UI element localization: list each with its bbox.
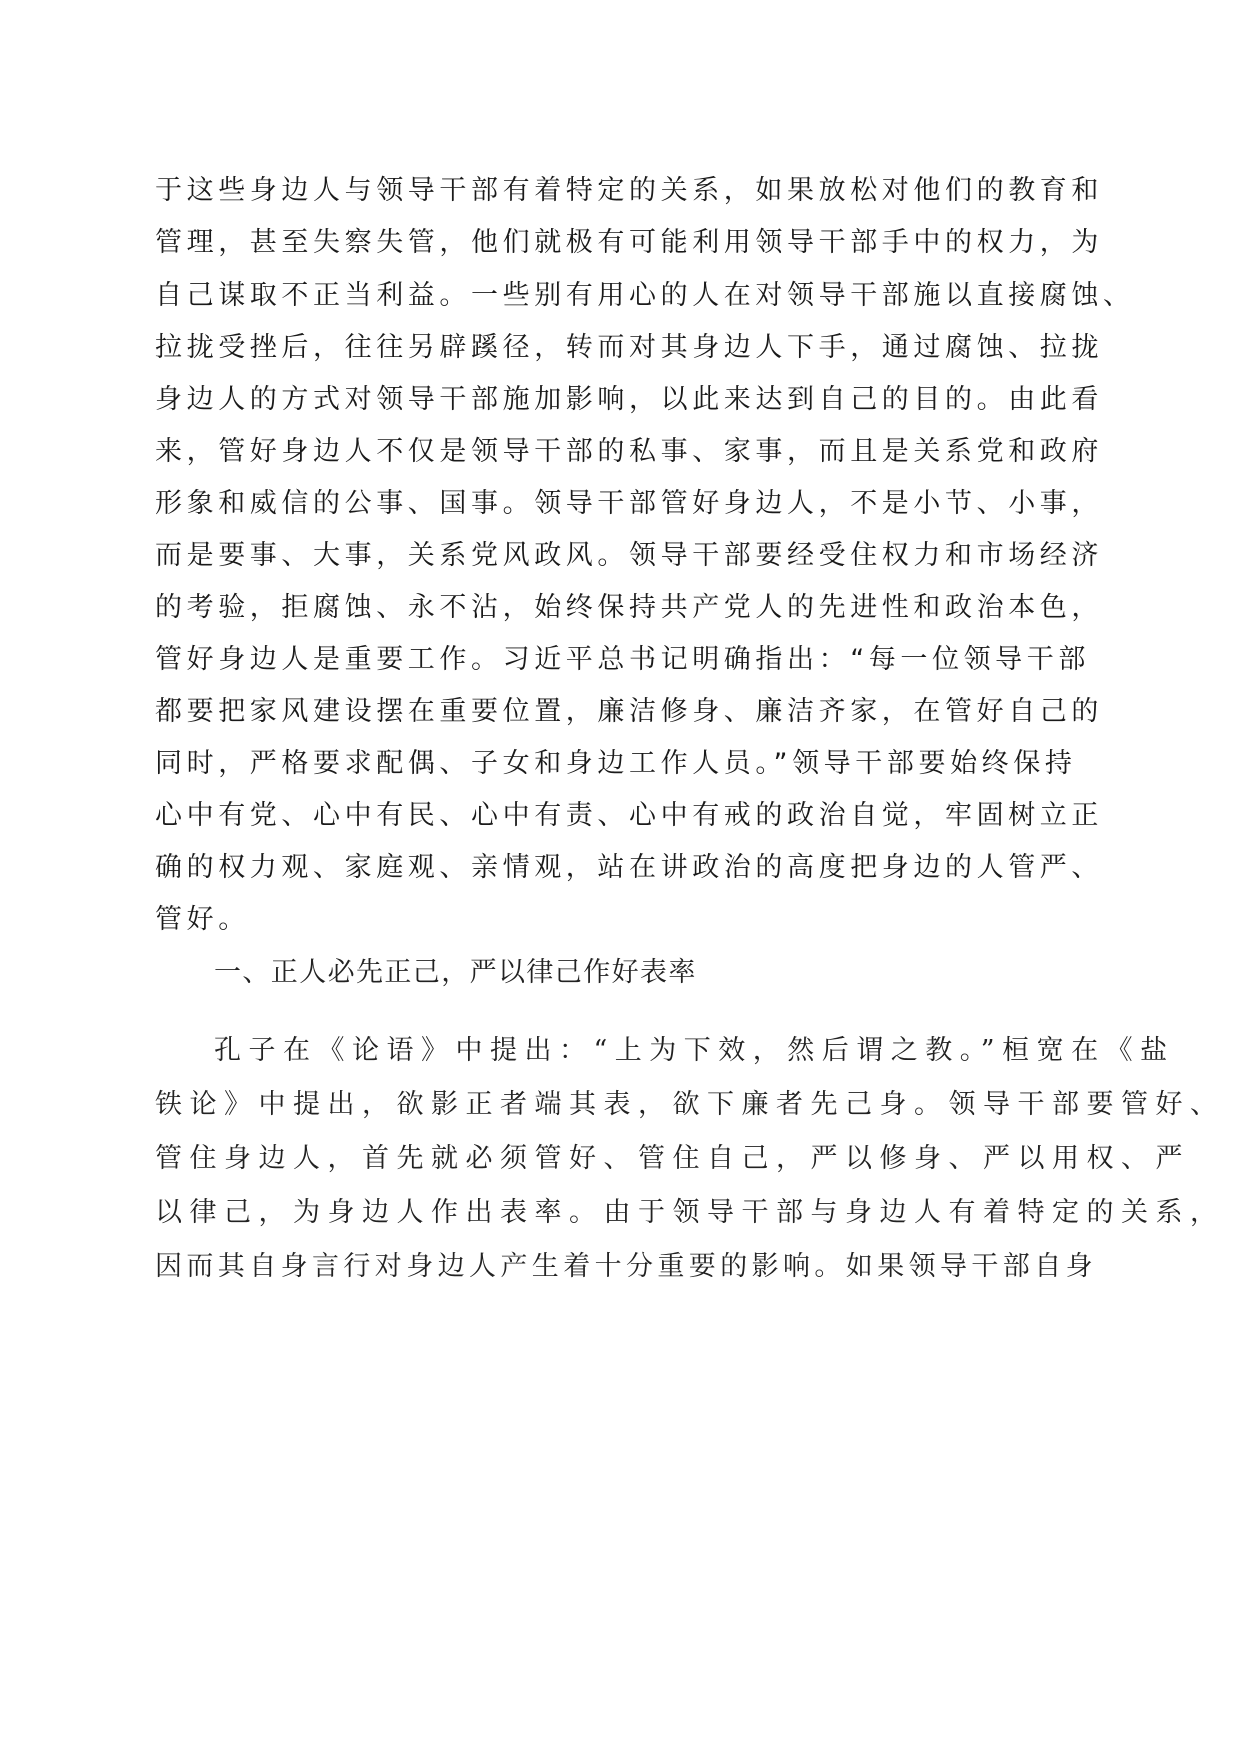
paragraph-line: 于这些身边人与领导干部有着特定的关系，如果放松对他们的教育和 <box>155 175 1103 206</box>
paragraph-line: 的考验，拒腐蚀、永不沾，始终保持共产党人的先进性和政治本色， <box>155 592 1103 623</box>
paragraph-line: 心中有党、心中有民、心中有责、心中有戒的政治自觉，牢固树立正 <box>155 800 1103 831</box>
paragraph-line: 铁论》中提出，欲影正者端其表，欲下廉者先己身。领导干部要管好、 <box>155 1089 1225 1120</box>
paragraph-line: 都要把家风建设摆在重要位置，廉洁修身、廉洁齐家，在管好自己的 <box>155 696 1103 727</box>
paragraph-line: 管理，甚至失察失管，他们就极有可能利用领导干部手中的权力，为 <box>155 227 1103 258</box>
paragraph-line: 自己谋取不正当利益。一些别有用心的人在对领导干部施以直接腐蚀、 <box>155 280 1135 311</box>
paragraph-line: 管住身边人，首先就必须管好、管住自己，严以修身、严以用权、严 <box>155 1143 1190 1174</box>
paragraph-line: 孔子在《论语》中提出：“上为下效，然后谓之教。”桓宽在《盐 <box>214 1035 1175 1066</box>
paragraph-line: 因而其自身言行对身边人产生着十分重要的影响。如果领导干部自身 <box>155 1251 1097 1282</box>
paragraph-line: 形象和威信的公事、国事。领导干部管好身边人，不是小节、小事， <box>155 488 1103 519</box>
paragraph-line: 管好。 <box>155 904 250 935</box>
paragraph-line: 而是要事、大事，关系党风政风。领导干部要经受住权力和市场经济 <box>155 540 1103 571</box>
paragraph-line: 管好身边人是重要工作。习近平总书记明确指出：“每一位领导干部 <box>155 644 1090 675</box>
section-heading: 一、正人必先正己，严以律己作好表率 <box>214 957 697 988</box>
paragraph-line: 来，管好身边人不仅是领导干部的私事、家事，而且是关系党和政府 <box>155 436 1103 467</box>
paragraph-line: 身边人的方式对领导干部施加影响，以此来达到自己的目的。由此看 <box>155 384 1103 415</box>
paragraph-line: 拉拢受挫后，往往另辟蹊径，转而对其身边人下手，通过腐蚀、拉拢 <box>155 332 1103 363</box>
paragraph-line: 以律己，为身边人作出表率。由于领导干部与身边人有着特定的关系， <box>155 1197 1225 1228</box>
paragraph-line: 确的权力观、家庭观、亲情观，站在讲政治的高度把身边的人管严、 <box>155 852 1103 883</box>
paragraph-line: 同时，严格要求配偶、子女和身边工作人员。”领导干部要始终保持 <box>155 748 1077 779</box>
